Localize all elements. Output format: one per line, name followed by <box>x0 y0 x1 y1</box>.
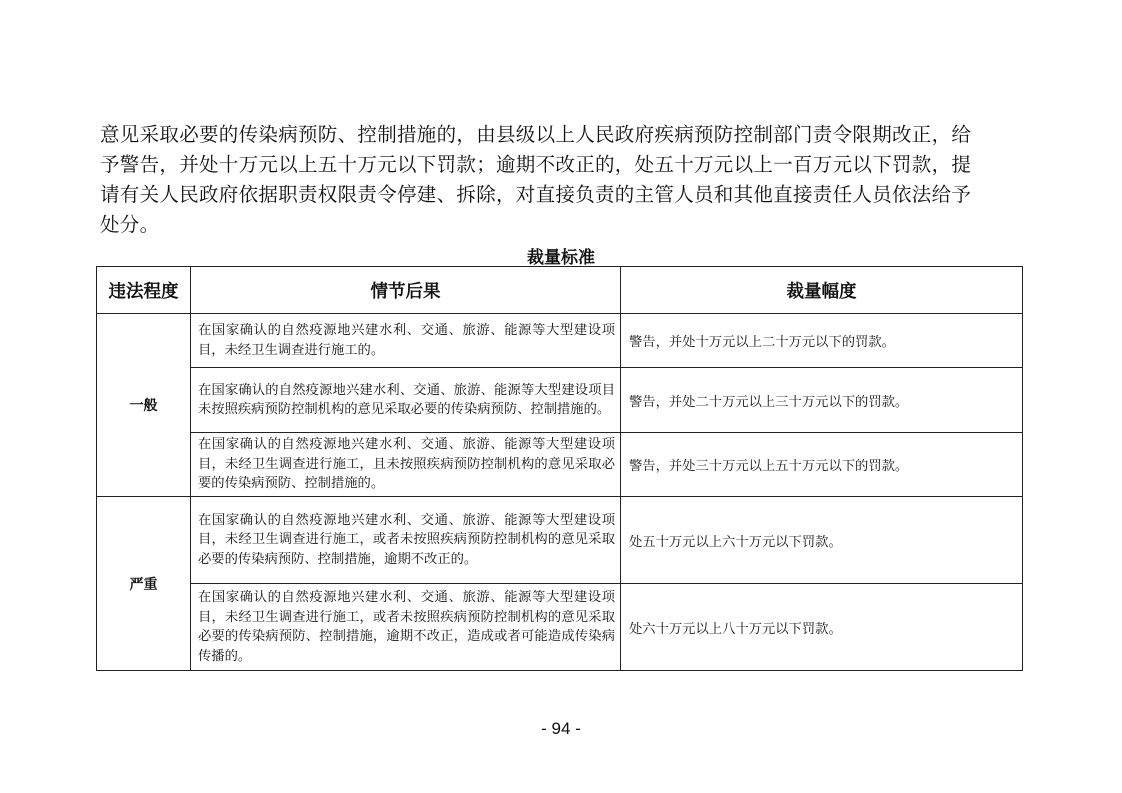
penalty-cell: 警告，并处二十万元以上三十万元以下的罚款。 <box>621 368 1023 433</box>
penalty-cell: 处六十万元以上八十万元以下罚款。 <box>621 584 1023 671</box>
penalty-cell: 警告，并处三十万元以上五十万元以下的罚款。 <box>621 433 1023 497</box>
body-paragraph <box>100 120 1030 240</box>
table-row <box>97 368 1023 433</box>
paragraph-line: 意见采取必要的传染病预防、控制措施的，由县级以上人民政府疾病预防控制部门责令限期改正，给 <box>100 123 972 146</box>
table-row <box>97 433 1023 497</box>
table-caption: 裁量标准 <box>527 248 595 268</box>
table-row <box>97 584 1023 671</box>
penalty-cell: 警告，并处十万元以上二十万元以下的罚款。 <box>621 314 1023 368</box>
circumstance-cell: 在国家确认的自然疫源地兴建水利、交通、旅游、能源等大型建设项目，未经卫生调查进行施工的。 <box>191 314 621 368</box>
severity-cell-serious: 严重 <box>97 497 191 671</box>
circumstance-cell: 在国家确认的自然疫源地兴建水利、交通、旅游、能源等大型建设项目，未经卫生调查进行施工，且未按照疾病预防控制机构的意见采取必要的传染病预防、控制措施的。 <box>191 433 621 497</box>
table-row <box>97 314 1023 368</box>
table-row <box>97 497 1023 584</box>
paragraph-line: 处分。 <box>100 213 160 236</box>
paragraph-line: 请有关人民政府依据职责权限责令停建、拆除，对直接负责的主管人员和其他直接责任人员依法给予 <box>100 183 972 206</box>
table-header-row <box>97 267 1023 314</box>
circumstance-cell: 在国家确认的自然疫源地兴建水利、交通、旅游、能源等大型建设项目，未经卫生调查进行施工，或者未按照疾病预防控制机构的意见采取必要的传染病预防、控制措施，逾期不改正的。 <box>191 497 621 584</box>
discretion-standard-table <box>96 266 1023 671</box>
column-header-circumstance: 情节后果 <box>191 267 621 314</box>
circumstance-cell: 在国家确认的自然疫源地兴建水利、交通、旅游、能源等大型建设项目未按照疾病预防控制机构的意见采取必要的传染病预防、控制措施的。 <box>191 368 621 433</box>
paragraph-line: 予警告，并处十万元以上五十万元以下罚款；逾期不改正的，处五十万元以上一百万元以下罚款，提 <box>100 153 972 176</box>
severity-cell-general: 一般 <box>97 314 191 497</box>
penalty-cell: 处五十万元以上六十万元以下罚款。 <box>621 497 1023 584</box>
circumstance-cell: 在国家确认的自然疫源地兴建水利、交通、旅游、能源等大型建设项目，未经卫生调查进行施工，或者未按照疾病预防控制机构的意见采取必要的传染病预防、控制措施，逾期不改正，造成或者可能造成传染病传播的。 <box>191 584 621 671</box>
page-number: - 94 - <box>541 719 581 738</box>
column-header-severity: 违法程度 <box>97 267 191 314</box>
column-header-penalty-range: 裁量幅度 <box>621 267 1023 314</box>
